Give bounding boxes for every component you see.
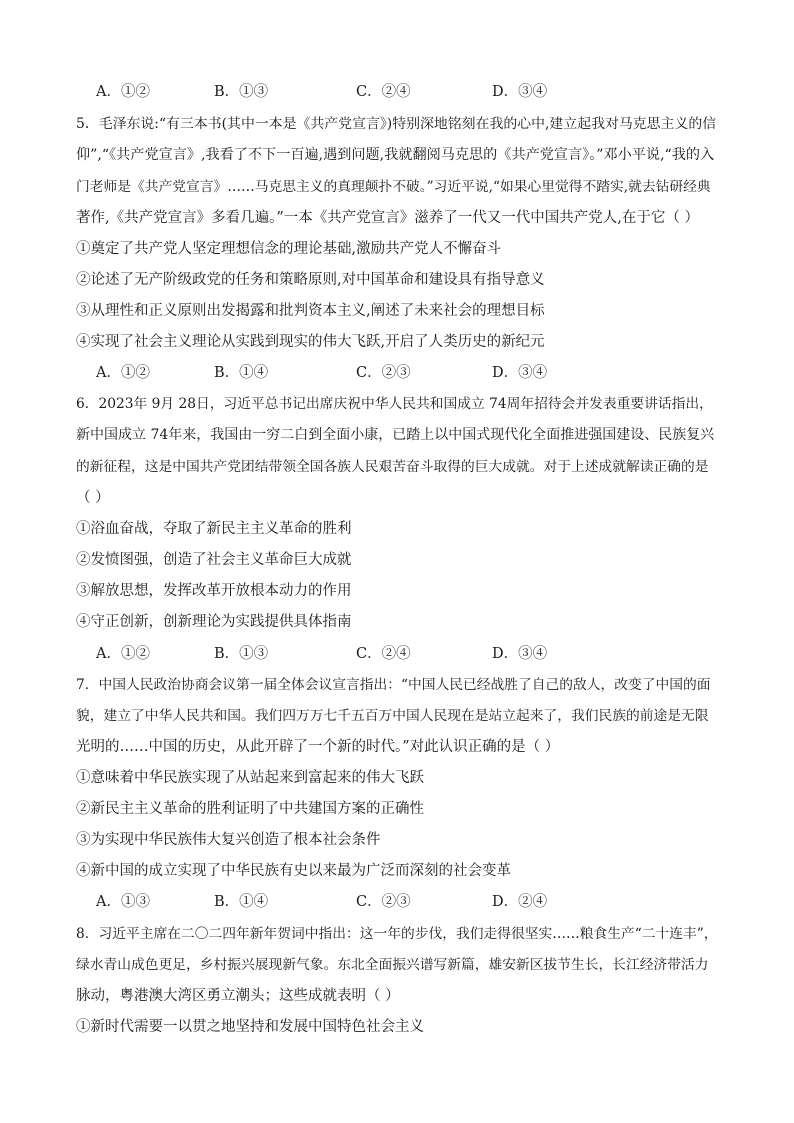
q6-stem-line: （ ）: [76, 490, 110, 506]
q7-stem-line: 貌，建立了中华人民共和国。我们四万万七千五百万中国人民现在是站立起来了，我们民族的前途是无限: [76, 708, 709, 724]
q6-option-b[interactable]: B．①③: [214, 646, 269, 662]
q7-option-a[interactable]: A．①③: [96, 894, 150, 910]
q7-option-b[interactable]: B．①④: [214, 894, 269, 910]
q7-item-3: ③为实现中华民族伟大复兴创造了根本社会条件: [76, 832, 381, 848]
q6-stem-line: 新中国成立 74年来，我国由一穷二白到全面小康，已踏上以中国式现代化全面推进强国建设、民族复兴: [76, 427, 715, 443]
q6-stem-line: 的新征程，这是中国共产党团结带领全国各族人民艰苦奋斗取得的巨大成就。对于上述成就解读正确的是: [76, 459, 709, 475]
q5-option-d[interactable]: D．③④: [492, 365, 548, 381]
q7-item-4: ④新中国的成立实现了中华民族有史以来最为广泛而深刻的社会变革: [76, 863, 511, 879]
q5-item-1: ①奠定了共产党人坚定理想信念的理论基础,激励共产党人不懈奋斗: [76, 241, 502, 257]
q6-stem-line: 6．2023年 9月 28日，习近平总书记出席庆祝中华人民共和国成立 74周年招待会并发表重要讲话指出，: [76, 396, 713, 412]
q4-option-c[interactable]: C．②④: [356, 84, 411, 100]
q4-option-a[interactable]: A．①②: [96, 84, 150, 100]
q7-option-c[interactable]: C．②③: [356, 894, 411, 910]
q5-item-3: ③从理性和正义原则出发揭露和批判资本主义,阐述了未来社会的理想目标: [76, 303, 545, 319]
q4-option-d[interactable]: D．③④: [492, 84, 548, 100]
q8-stem-line: 脉动，粤港澳大湾区勇立潮头；这些成就表明（ ）: [76, 988, 400, 1004]
q5-options: [96, 363, 616, 383]
q7-option-d[interactable]: D．②④: [492, 894, 548, 910]
q8-stem-line: 绿水青山成色更足，乡村振兴展现新气象。东北全面振兴谱写新篇，雄安新区拔节生长，长江经济带活力: [76, 957, 709, 973]
q6-option-d[interactable]: D．③④: [492, 646, 548, 662]
q6-item-4: ④守正创新，创新理论为实践提供具体指南: [76, 614, 352, 630]
q6-options: [96, 644, 616, 664]
q5-item-2: ②论述了无产阶级政党的任务和策略原则,对中国革命和建设具有指导意义: [76, 272, 545, 288]
q6-item-3: ③解放思想，发挥改革开放根本动力的作用: [76, 583, 352, 599]
q5-option-c[interactable]: C．②③: [356, 365, 411, 381]
q5-stem-line: 门老师是《共产党宣言》……马克思主义的真理颠扑不破。”习近平说,“如果心里觉得不踏实,就去钻研经典: [76, 179, 711, 195]
q5-item-4: ④实现了社会主义理论从实践到现实的伟大飞跃,开启了人类历史的新纪元: [76, 334, 545, 350]
q8-stem-line: 8．习近平主席在二〇二四年新年贺词中指出：这一年的步伐，我们走得很坚实……粮食生产“二十连丰”，: [76, 926, 718, 942]
q5-option-b[interactable]: B．①④: [214, 365, 269, 381]
q6-item-1: ①浴血奋战，夺取了新民主主义革命的胜利: [76, 521, 352, 537]
q7-item-2: ②新民主主义革命的胜利证明了中共建国方案的正确性: [76, 801, 424, 817]
q7-stem-line: 7．中国人民政治协商会议第一届全体会议宣言指出：“中国人民已经战胜了自己的敌人，改变了中国的面: [76, 677, 711, 693]
q6-option-a[interactable]: A．①②: [96, 646, 150, 662]
q5-stem-line: 仰”,“《共产党宣言》,我看了不下一百遍,遇到问题,我就翻阅马克思的《共产党宣言》。”邓小平说,“我的入: [76, 147, 715, 163]
q7-item-1: ①意味着中华民族实现了从站起来到富起来的伟大飞跃: [76, 770, 424, 786]
q6-option-c[interactable]: C．②④: [356, 646, 411, 662]
q7-options: [96, 892, 616, 912]
q4-option-b[interactable]: B．①③: [214, 84, 269, 100]
q6-item-2: ②发愤图强，创造了社会主义革命巨大成就: [76, 552, 352, 568]
q7-stem-line: 光明的……中国的历史，从此开辟了一个新的时代。”对此认识正确的是（ ）: [76, 739, 560, 755]
q5-option-a[interactable]: A．①②: [96, 365, 150, 381]
q4-options: [96, 82, 616, 102]
q5-stem-line: 著作,《共产党宣言》多看几遍。”一本《共产党宣言》滋养了一代又一代中国共产党人,在于它（ ）: [76, 210, 699, 226]
q5-stem-line: 5．毛泽东说:“有三本书(其中一本是《共产党宣言》)特别深地铭刻在我的心中,建立起我对马克思主义的信: [76, 116, 717, 132]
q8-item-1: ①新时代需要一以贯之地坚持和发展中国特色社会主义: [76, 1019, 424, 1035]
